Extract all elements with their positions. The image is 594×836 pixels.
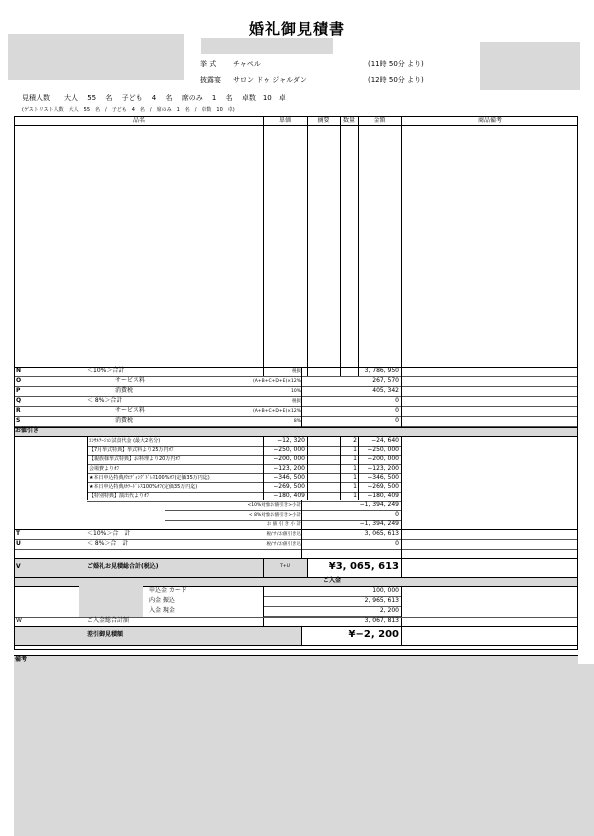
discount-subtotal-amount: 0: [395, 510, 399, 518]
discount-subtotal-amount: −1, 394, 249: [359, 520, 399, 527]
deposit-amount: 100, 000: [372, 587, 399, 594]
subtotal-note: 税抜: [292, 399, 301, 404]
total-label: ＜10%＞合 計: [87, 530, 131, 537]
deposit-amount: 2, 200: [379, 607, 399, 614]
col-header-amount: 金額: [373, 117, 386, 124]
row-divider: [15, 529, 577, 530]
subtotal-code: N: [16, 367, 22, 374]
discount-item-name: ★本日申込特典/ｶﾗｰﾄﾞﾚｽ100%ｵﾌ(定価35万円迄): [89, 484, 198, 490]
subtotal-note: 8%: [293, 419, 301, 424]
discount-unit-price: −200, 000: [273, 455, 305, 463]
col-divider: [307, 436, 308, 500]
subtotal-note: (A+B+C+D+E)×12%: [253, 409, 301, 414]
redacted-deposit-block: [79, 578, 143, 617]
col-divider: [301, 529, 302, 558]
reception-place: サロン ドゥ ジャルダン: [233, 76, 307, 84]
ceremony-label: 挙 式: [200, 60, 217, 68]
page-title: 婚礼御見積書: [248, 20, 345, 38]
row-divider: [15, 386, 577, 387]
grand-total-code: V: [16, 563, 21, 570]
col-divider: [263, 436, 264, 500]
subtotal-note: (A+B+C+D+E)×12%: [253, 379, 301, 384]
discount-header-bg: [15, 427, 577, 436]
total-amount: 3, 065, 613: [364, 530, 399, 537]
col-header-summary: 摘要: [317, 117, 330, 124]
col-header-qty: 数量: [342, 117, 355, 124]
discount-item-name: 【7月挙式特典】挙式料より25万円ｵﾌ: [89, 447, 174, 454]
col-divider: [358, 436, 359, 500]
subtotal-code: S: [16, 417, 21, 424]
discount-qty: 1: [353, 492, 357, 500]
total-code: U: [16, 540, 21, 547]
discount-amount: −200, 000: [367, 455, 399, 463]
discount-item-name: 【親族様挙式特典】お料理より20万円ｵﾌ: [89, 456, 181, 463]
deposit-total-code: W: [16, 617, 22, 624]
subtotal-label: サービス料: [115, 407, 146, 414]
discount-qty: 1: [353, 473, 357, 481]
subtotal-amount: 0: [395, 407, 399, 414]
discount-amount: −123, 200: [367, 464, 399, 472]
ceremony-time: (11時 50分 より): [368, 60, 424, 68]
discount-amount: −250, 000: [367, 446, 399, 454]
deposit-total-amount: 3, 067, 813: [364, 617, 399, 624]
deposit-header: ご入金: [322, 577, 341, 584]
total-note: 税/サ/お値引き込: [266, 542, 301, 547]
row-divider: [15, 549, 577, 550]
col-header-unit-price: 単価: [278, 117, 291, 124]
deposit-amount: 2, 965, 613: [364, 597, 399, 604]
discount-unit-price: −123, 200: [273, 464, 305, 472]
discount-item-name: ★本日申込特典/ｳｴﾃﾞｨﾝｸﾞﾄﾞﾚｽ100%ｵﾌ(定価35万円迄): [89, 474, 210, 481]
remarks-label: 備考: [15, 656, 28, 663]
subtotal-code: O: [16, 377, 22, 384]
guest-count-line: 見積人数 大人 55 名 子ども 4 名 席のみ 1 名 卓数 10 卓: [22, 94, 286, 102]
col-divider: [401, 436, 402, 500]
discount-item-name: 【特別特典】演出代よりｵﾌ: [89, 493, 150, 500]
subtotal-label: ＜10%＞合計: [87, 367, 125, 374]
row-divider: [15, 416, 577, 417]
col-divider: [401, 529, 402, 558]
subtotal-label: 消費税: [115, 417, 134, 424]
deposit-label: 申込金 カード: [149, 587, 187, 594]
discount-unit-price: −250, 000: [273, 446, 305, 454]
subtotal-note: 税抜: [292, 369, 301, 374]
deposit-label: 内金 振込: [149, 597, 175, 604]
subtotal-amount: 405, 342: [372, 387, 399, 394]
reception-time: (12時 50分 より): [368, 76, 424, 84]
redacted-date-block: [201, 38, 333, 54]
discount-amount: −180, 409: [367, 492, 399, 500]
col-divider: [301, 367, 302, 427]
discount-subtotal-label: お 値 引 き 小 計: [266, 522, 301, 527]
deposit-label: 入金 現金: [149, 607, 175, 614]
row-divider: [15, 376, 577, 377]
grand-total-label: ご婚礼お見積総合計(税込): [87, 563, 159, 570]
ceremony-place: チャペル: [233, 60, 261, 68]
reception-label: 披露宴: [200, 76, 221, 84]
discount-qty: 1: [353, 446, 357, 454]
total-code: T: [16, 530, 21, 537]
subtotal-amount: 0: [395, 397, 399, 404]
total-label: ＜ 8%＞合 計: [87, 540, 129, 547]
estimate-table: [14, 116, 578, 650]
col-header-item: 品名: [132, 117, 145, 124]
discount-unit-price: −12, 320: [277, 437, 305, 444]
subtotal-code: Q: [16, 397, 22, 404]
discount-qty: 1: [353, 455, 357, 463]
discount-subtotal-label: < 8%対象お値引き>小計: [248, 512, 301, 518]
col-divider: [401, 500, 402, 529]
total-amount: 0: [395, 540, 399, 547]
redacted-logo-block: [480, 42, 580, 90]
discount-item-name: 会場費よりｵﾌ: [89, 465, 120, 472]
col-divider: [301, 500, 302, 529]
col-divider: [401, 367, 402, 427]
subtotal-code: R: [16, 407, 21, 414]
discount-amount: −346, 500: [367, 473, 399, 481]
subtotal-label: 消費税: [115, 387, 134, 394]
subtotal-amount: 267, 570: [372, 377, 399, 384]
discount-item-name: ｺﾝｻﾙﾃｰｼｮﾝ試食代金 (最大2名分): [89, 438, 161, 444]
balance-amount: ¥−2, 200: [348, 629, 399, 640]
deposit-total-label: ご入金総合計額: [87, 617, 130, 624]
redacted-name-block: [8, 34, 184, 80]
col-divider: [340, 436, 341, 500]
subtotal-amount: 3, 786, 950: [364, 367, 399, 374]
discount-amount: −269, 500: [367, 483, 399, 490]
col-divider: [87, 436, 88, 500]
discount-amount: −24, 640: [371, 437, 399, 444]
grand-total-formula: T+U: [280, 564, 290, 569]
subtotal-label: ＜ 8%＞合計: [87, 397, 123, 404]
row-divider: [15, 406, 577, 407]
discount-header: お値引き: [15, 427, 40, 434]
balance-bg: [15, 626, 301, 645]
discount-subtotal-label: <10%対象お値引き>小計: [247, 503, 301, 508]
subtotal-label: サービス料: [115, 377, 146, 384]
grand-total-amount: ¥3, 065, 613: [328, 561, 399, 572]
subtotal-code: P: [16, 387, 21, 394]
discount-qty: 1: [353, 464, 357, 472]
col-header-remarks: 商品備考: [477, 117, 502, 124]
subtotal-note: 10%: [290, 389, 301, 394]
total-note: 税/サ/お値引き込: [266, 532, 301, 537]
remarks-header-bg: [14, 655, 578, 664]
redacted-remarks-block: [14, 664, 594, 836]
discount-unit-price: −180, 409: [273, 492, 305, 500]
discount-qty: 2: [353, 437, 357, 444]
balance-label: 差引御見積額: [87, 631, 124, 638]
subtotal-amount: 0: [395, 417, 399, 424]
guest-list-line: (ゲストリスト人数 大人 55 名 / 子ども 4 名 / 席のみ 1 名 / 卓数 10 卓): [22, 107, 235, 113]
discount-subtotal-amount: −1, 394, 249: [359, 501, 399, 508]
discount-unit-price: −346, 500: [273, 473, 305, 481]
discount-qty: 1: [353, 483, 357, 490]
discount-unit-price: −269, 500: [273, 483, 305, 490]
